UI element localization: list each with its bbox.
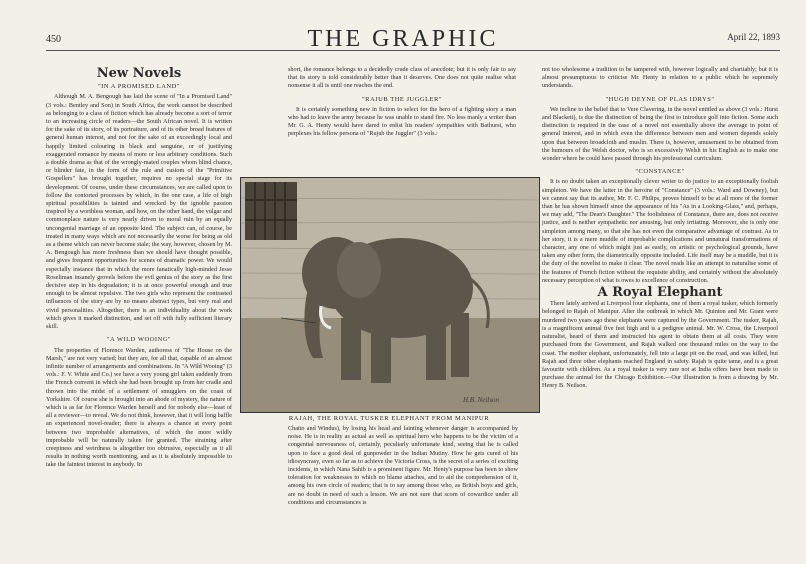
- column-2: [288, 66, 516, 174]
- figure-caption: RAJAH, THE ROYAL TUSKER ELEPHANT FROM MANIPUR: [288, 415, 490, 422]
- column-3: [542, 66, 778, 558]
- page-number: 450: [46, 34, 61, 45]
- review-body: The properties of Florence Warden, authoress of "The House on the Marsh," are not very varied; but they are, for all that, capable of an almost infinite number of arrangements and combinations. In "A Wild Wooing" (3 vols.: F. V. White and Co.) we have a very young girl taken suddenly from the French convent in which she had been brought up from her cradle and thrown into the midst of a settlement of smugglers on the coast of Yorkshire. Of course she is brought into an abode of mystery, the nature of which is as far for Florence Warden herself and for nobody else—least of all a reviewer—to reveal. We do not think, however, that it will long baffle an experienced novel-reader; there is always a chance at every point between two improbable alternatives, of which the more wildly improbable will be naturally taken for granted. The straining after creepiness and weirdness is altogether too obtrusive, especially as it all results in nothing worth mentioning, and as it is absolutely impossible to take the faintest interest in anybody. In: [46, 346, 232, 469]
- elephant-illustration: [240, 177, 540, 413]
- review-body: We incline to the belief that to Vere Clavering, in the novel entitled as above (3 vols.: Hurst and Blackett), is due the distinction of being the first to introduce golf into fiction. Some such distinction is required in the case of a novel not essentially above the average in point of general interest, and in which even the difference between men and women depends solely upon that between broadcloth and muslin. There is, however, amusement to be obtained from the humours of the Welsh doctor, who is so excessively Welsh in his English as to make one wonder where he could have passed through his professional curriculum.: [542, 105, 778, 163]
- review-body: short, the romance belongs to a decidedly crude class of anecdote; but it is only fair to say that its story is told considerably better than it deserves. One does not quite realise what nonsense it all is until one reaches the end.: [288, 66, 516, 90]
- artist-signature: H.B. Neilson: [463, 396, 499, 404]
- review-heading: "RAJUB THE JUGGLER": [361, 95, 443, 103]
- masthead-title: THE GRAPHIC: [307, 26, 499, 52]
- column-1: [46, 66, 232, 558]
- section-title-new-novels: New Novels: [96, 66, 182, 81]
- review-body: not too wholesome a tradition to be tampered with, however logically and charitably; but it is almost presumptuous to criticise Mr. Henty in relation to a public which he supremely understands.: [542, 66, 778, 90]
- review-heading: "A WILD WOOING": [106, 336, 172, 344]
- barred-window: [245, 182, 297, 240]
- article-body: There lately arrived at Liverpool four elephants, one of them a royal tusker, which formerly belonged to Rajah of Manipur. After the outbreak in which Mr. Quinton and Mr. Grant were murdered two years ago these elephants were captured by the Government. The tusker, Rajah, is a magnificent animal five feet high and is a pedigree animal. Mr. W. Cross, the Liverpool naturalist, heard of them and instructed his agent to obtain them at all costs. They were purchased from the Government, and Rajah walked one thousand miles on the way to the coast. The mother elephant, unfortunately, fell into a large pit on the road, and was killed, but Rajah and three other elephants reached England in safety. Rajah is quite tame, and is a great favourite with children. As a royal tusker is very rare not at India offers have been made to purchase the animal for the Chicago Exhibition.—Our illustration is from a drawing by Mr. Henry B. Neilson.: [542, 300, 778, 390]
- review-heading: "IN A PROMISED LAND": [98, 83, 180, 91]
- masthead: [0, 0, 806, 52]
- issue-date: April 22, 1893: [727, 32, 780, 42]
- review-body: Although M. A. Bengough has laid the scene of "In a Promised Land" (3 vols.: Bentley and Son) in South Africa, the work cannot be described as belonging to a class of fiction which has already become a sort of terror to an increasing circle of readers—the South African novel. It is written for the sake of its story, of its portraiture, and of its other broad features of general human interest, and not for the sake of an exceedingly local and happily limited colouring in black and sanguine, or of justifying exaggerated romance by means of more or less arbitrary conditions. Such a double drama as that of the wrongly-mated couples whom blind chance, or blinder fate, in the form of the rule and custom of the "Primitive Gospellers" has brought together, requires no special stage for its development. Of course, under these circumstances, we are called upon to follow the contorted processes by which, in the one case, a life of high spiritual possibilities is tainted and wrecked by the ignoble passion inspired by a worthless woman, and how, on the other hand, the vulgar and commonplace nature is very nearly driven to moral ruin by an equally uncongenial marriage of an opposite kind. The subject can, of course, be treated in many ways which are not necessarily the worse for being as old as a theme which can never become stale; the way, however, chosen by M. A. Bengough has more freshness than we should have thought possible, and gives frequent opportunities for scenes of dramatic power. We would especially instance that in which the more fanatically high-minded Jesse Roseliman insanely grovels before the evil genius of the story as the first decisive step in his degradation; it is at once powerful enough and true enough to be almost repulsive. The two girls who represent the contrasted influences of the story are by no means abstract types, but very real and vivid personalities. Altogether, there is an individuality about the work which gives it marked distinction, and set off with fully sufficient literary skill.: [46, 93, 232, 331]
- column-2-continued: [288, 425, 518, 561]
- review-body: It is no doubt taken an exceptionally clever writer to do justice to an exceptionally foolish simpleton. We have the latter in the heroine of "Constance" (3 vols.: Ward and Downey), but we cannot say that its author, Mr. F. C. Philips, proves himself to be at all more of the former than he has shown himself since the appearance of his "As in a Looking-Glass," and, perhaps, we may add, "The Dean's Daughter." The foolishness of Constance, there are, does not receive justice, and is neither sympathetic nor amusing, but only irritating. Moreover, she is only one simpleton among many, so that she has not even the comparative advantage of contrast. As to her story, it is a mere muddle of improbable complications and unnatural transformations of character, any one of which might just as easily, on artistic or psychological grounds, have taken any other form, the diametrically opposite included. Life itself may be a muddle, but it is the duty of the novelist to make it clear. The novel reads like an attempt to naturalise some of the features of French fiction without the requisite ability, and certainly without the absolutely necessary perception of what is owes to excellence of construction.: [542, 178, 778, 284]
- section-title-royal-elephant: A Royal Elephant: [597, 285, 723, 301]
- review-body: It is certainly something new in fiction to select for the hero of a fighting story a man who had to leave the army because he was unable to stand fire. No less manly a writer than Mr. G. A. Henty would have dared to enlist his readers' sympathies with Bathurst, who perplexes his fellow persona of "Rujub the Juggler" (3 vols.:: [288, 105, 516, 138]
- review-heading: "CONSTANCE": [635, 168, 685, 176]
- review-heading: "HUGH DEYNE OF PLAS IDRYS": [605, 95, 715, 103]
- header-rule: [46, 50, 780, 51]
- review-body: Chatto and Windus), by losing his head and fainting whenever danger is accompanied by noise. He is in reality as actual as well as spiritual hero who happens to be the victim of a congenital nervousness of, certainly, peculiarly unfortunate kind, seeing that he is called upon to face a good deal of gunpowder in the Indian Mutiny. How he gets cured of his idiosyncrasy, even so far as to achieve the Victoria Cross, is the secret of a series of exciting incidents, in which Nana Sahib is a prominent figure. Mr. Henty's purpose has been to show toleration for weaknesses to which no blame attaches, and to aid the comprehension of it, among his own circle of readers; that is to say among those who, as British boys and girls, are no doubt in need of such a lesson. We are not sure that scorn of cowardice under all conditions and circumstances is: [288, 425, 518, 506]
- elephant-engraving: [241, 178, 539, 412]
